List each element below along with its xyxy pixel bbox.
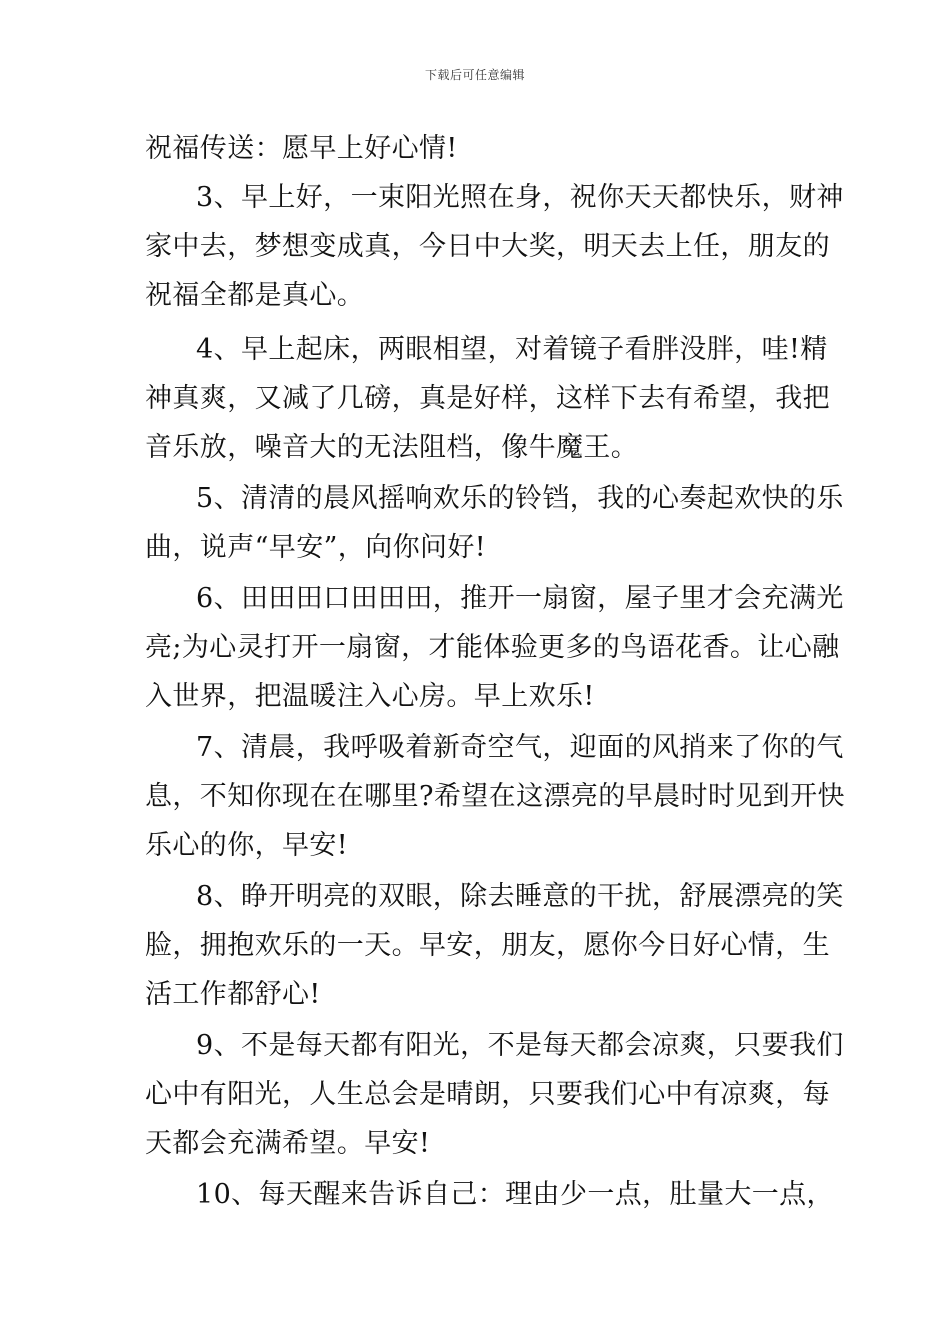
paragraph-first-line: 7、清晨，我呼吸着新奇空气，迎面的风捎来了你的气	[196, 732, 844, 763]
paragraph-first-line: 9、不是每天都有阳光，不是每天都会凉爽，只要我们	[196, 1030, 844, 1061]
body-line: 心中有阳光，人生总会是晴朗，只要我们心中有凉爽，每	[145, 1079, 830, 1110]
body-line: 音乐放，噪音大的无法阻档，像牛魔王。	[145, 432, 639, 463]
body-line: 祝福传送：愿早上好心情!	[145, 133, 458, 164]
paragraph-first-line: 8、睁开明亮的双眼，除去睡意的干扰，舒展漂亮的笑	[196, 881, 844, 912]
page-header: 下载后可任意编辑	[424, 68, 525, 82]
body-line: 家中去，梦想变成真，今日中大奖，明天去上任，朋友的	[145, 231, 830, 262]
body-line: 息，不知你现在在哪里?希望在这漂亮的早晨时时见到开快	[145, 781, 845, 812]
body-line: 天都会充满希望。早安!	[145, 1128, 431, 1159]
paragraph-first-line: 4、早上起床，两眼相望，对着镜子看胖没胖，哇!精	[196, 334, 828, 365]
paragraph-first-line: 10、每天醒来告诉自己：理由少一点，肚量大一点，	[196, 1179, 834, 1210]
body-line: 神真爽，又减了几磅，真是好样，这样下去有希望，我把	[145, 383, 830, 414]
body-line: 亮;为心灵打开一扇窗，才能体验更多的鸟语花香。让心融	[145, 632, 840, 663]
body-line: 曲，说声“早安”，向你问好!	[145, 532, 487, 563]
body-line: 乐心的你，早安!	[145, 830, 349, 861]
body-line: 祝福全都是真心。	[145, 280, 365, 311]
paragraph-first-line: 3、早上好，一束阳光照在身，祝你天天都快乐，财神	[196, 182, 844, 213]
body-line: 入世界，把温暖注入心房。早上欢乐!	[145, 681, 595, 712]
body-line: 活工作都舒心!	[145, 979, 321, 1010]
body-line: 脸，拥抱欢乐的一天。早安，朋友，愿你今日好心情，生	[145, 930, 830, 961]
paragraph-first-line: 5、清清的晨风摇响欢乐的铃铛，我的心奏起欢快的乐	[196, 483, 844, 514]
paragraph-first-line: 6、田田田口田田田，推开一扇窗，屋子里才会充满光	[196, 583, 844, 614]
